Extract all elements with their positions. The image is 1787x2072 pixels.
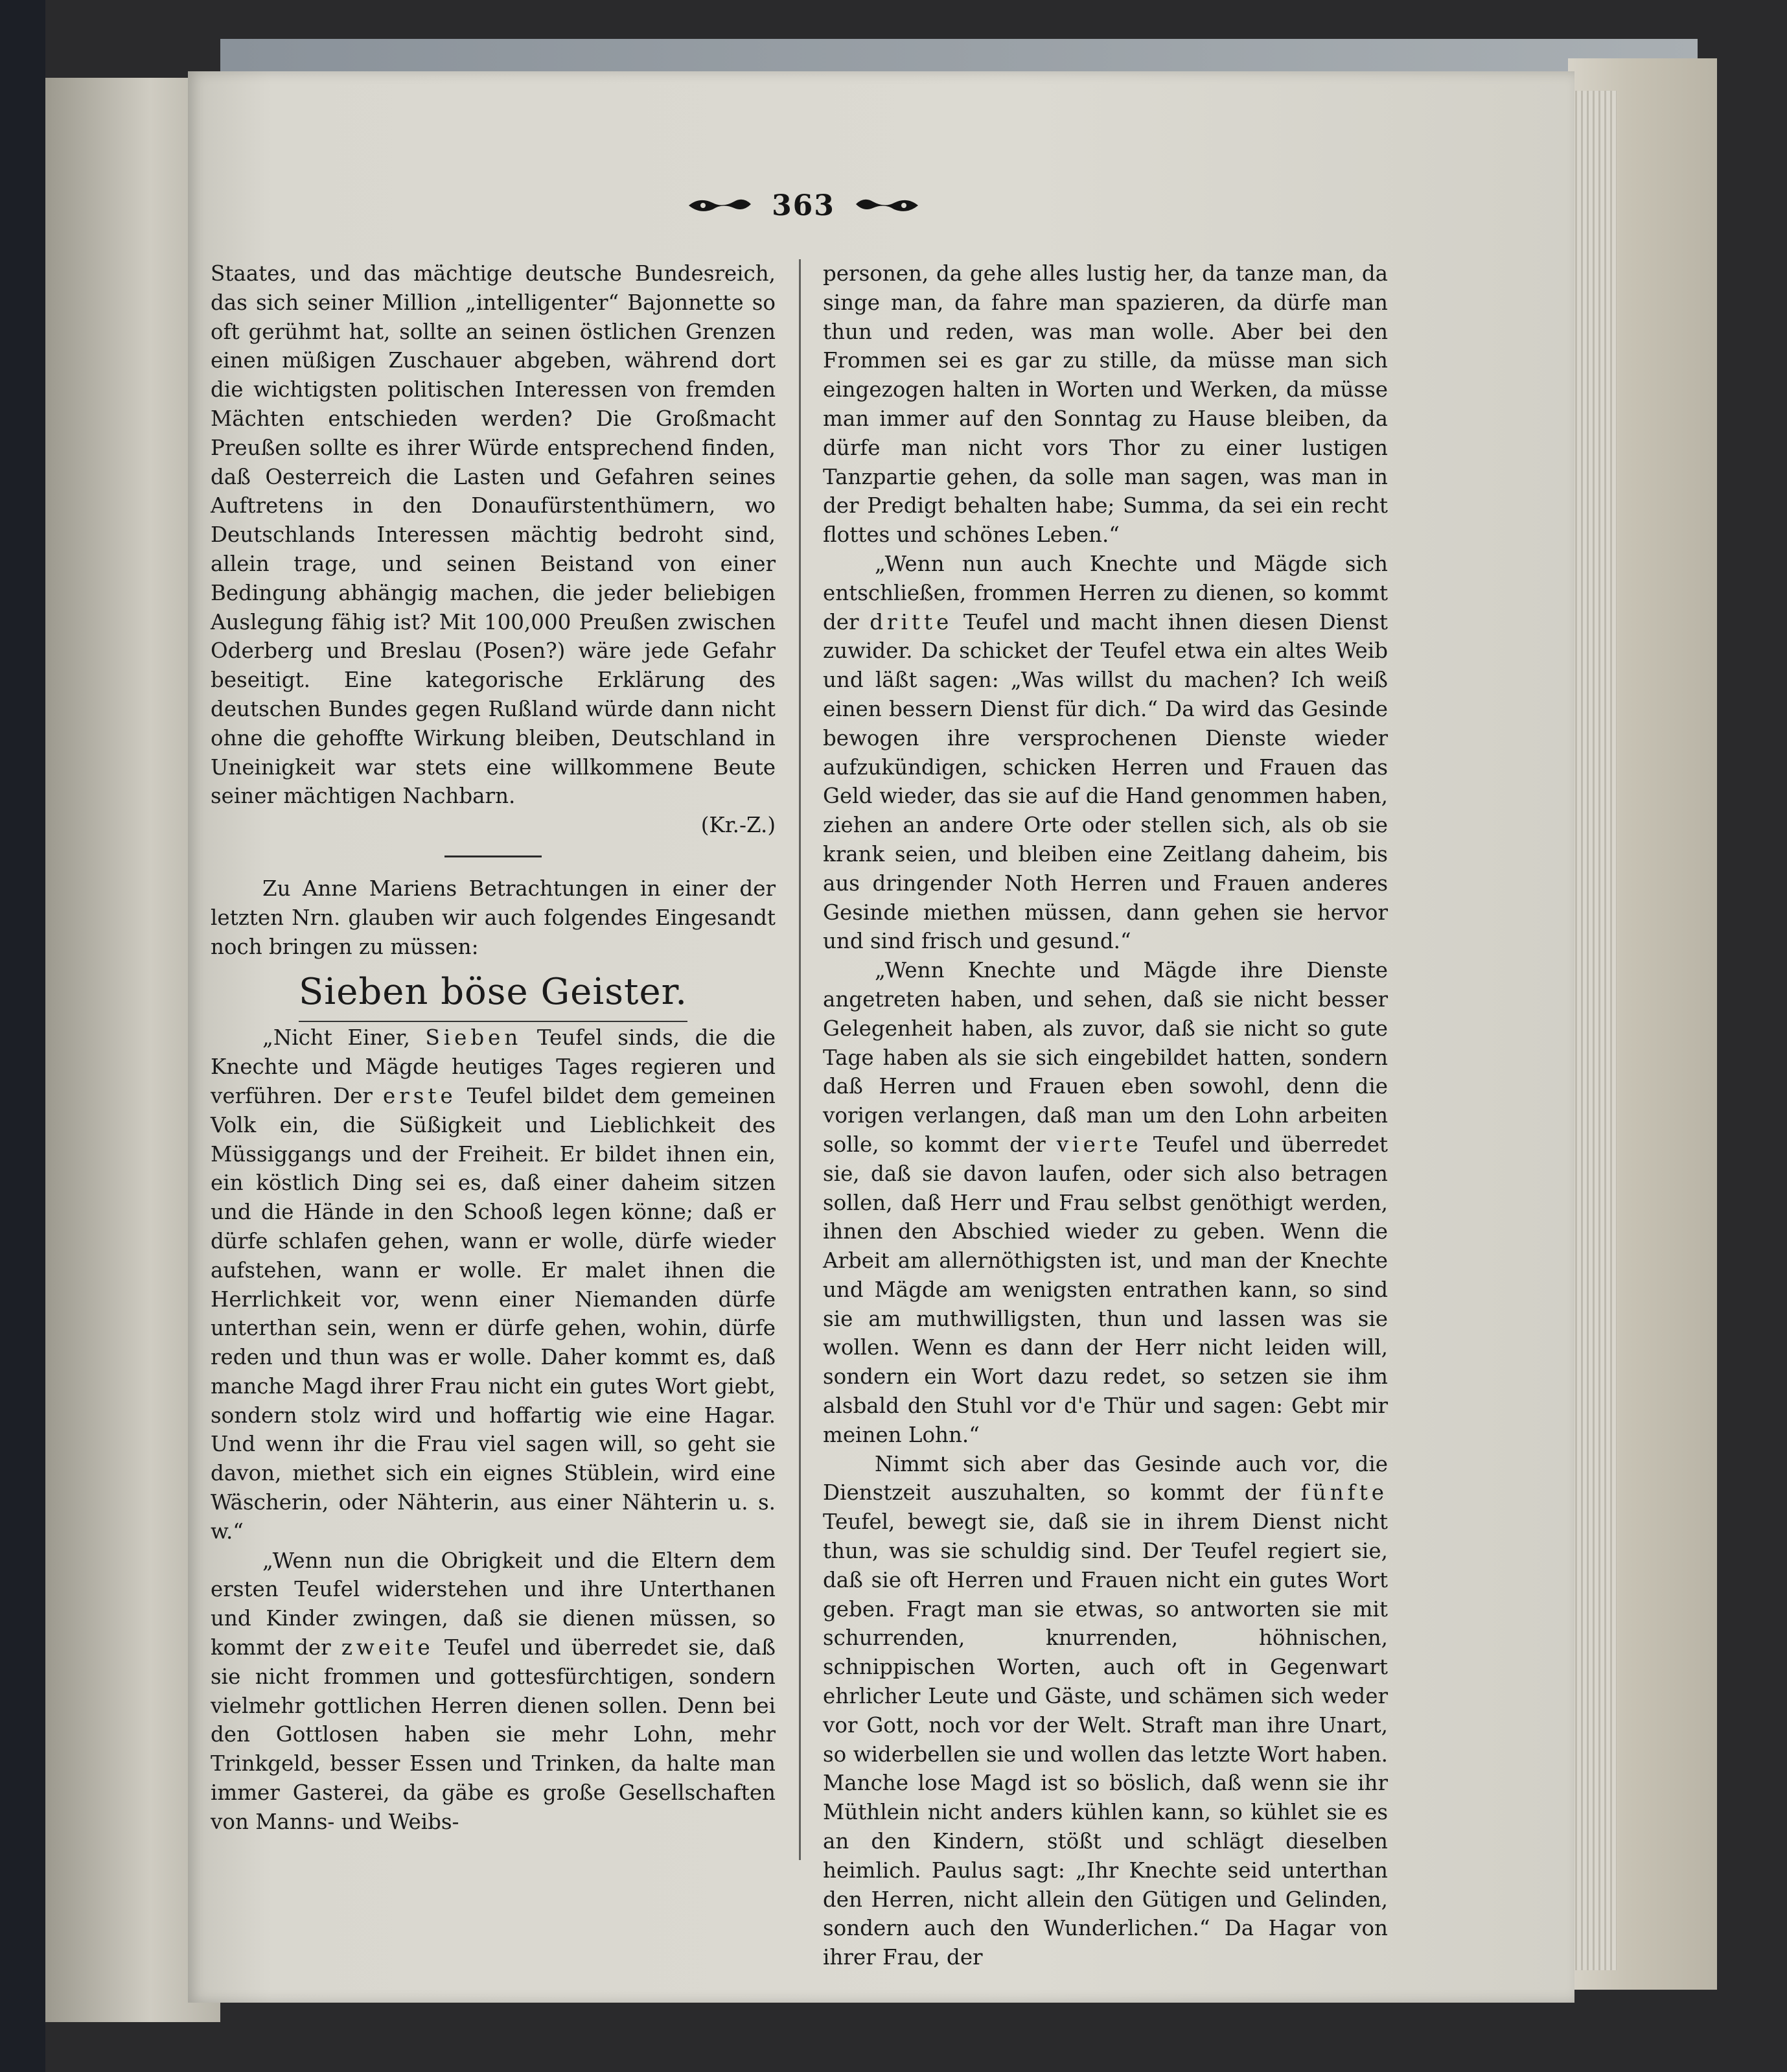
right-column xyxy=(823,259,1388,1972)
text-run: „Wenn Knechte und Mägde ihre Dienste angetreten haben, und sehen, daß sie nicht besser Gelegenheit haben, als zuvor, daß sie nicht so gute Tage haben als sie sich eingebildet hatten, sondern daß Herren und Frauen eben sowohl, denn die vorigen verlangen, daß man um den Lohn arbeiten solle, so kommt der xyxy=(823,958,1388,1157)
spaced-emphasis: erste xyxy=(382,1083,457,1108)
spaced-emphasis: vierte xyxy=(1056,1132,1142,1157)
text-run: Teufel und überredet sie, daß sie davon laufen, oder sich also betragen sollen, daß Herr und Frau selbst genöthigt werden, ihnen den Abschied wieder zu geben. Wenn die Arbeit am allernöthigsten ist, und man der Knechte und Mägde am wenigsten entrathen kann, so sind sie am muthwilligsten, thun und lassen was sie wollen. Wenn es dann der Herr nicht leiden will, sondern ein Wort dazu redet, so setzen sie ihm alsbald den Stuhl vor d'e Thür und sagen: Gebt mir meinen Lohn.“ xyxy=(823,1132,1388,1447)
paragraph xyxy=(211,1546,776,1837)
intro-paragraph: Zu Anne Mariens Betrachtungen in einer der letzten Nrn. glauben wir auch folgendes Eingesandt noch bringen zu müssen: xyxy=(211,876,776,959)
source-signature: (Kr.-Z.) xyxy=(700,813,776,838)
spaced-emphasis: dritte xyxy=(870,609,953,634)
spaced-emphasis: zweite xyxy=(341,1635,434,1660)
left-ornament-icon xyxy=(684,192,755,218)
text-run: Teufel und macht ihnen diesen Dienst zuwider. Da schicket der Teufel etwa ein altes Weib und läßt sagen: „Was willst du machen? Ich weiß einen bessern Dienst für dich.“ Da wird das Gesinde bewogen ihre versprochenen Dienste wieder aufzukündigen, schicken Herren und Frauen das Geld wieder, das sie auf die Hand genommen haben, ziehen an andere Orte oder stellen sich, als ob sie krank seien, und bleiben eine Zeitlang daheim, bis aus dringender Noth Herren und Frauen anderes Gesinde miethen müssen, dann gehen sie hervor und sind frisch und gesund.“ xyxy=(823,609,1388,954)
paragraph xyxy=(823,956,1388,1450)
paragraph xyxy=(823,550,1388,956)
right-ornament-icon xyxy=(852,192,923,218)
text-run: Teufel, bewegt sie, daß sie in ihrem Dienst nicht thun, was sie schuldig sind. Der Teufel regiert sie, daß sie oft Herren und Frauen nicht ein gutes Wort geben. Fragt man sie etwas, so antworten sie mit schurrenden, knurrenden, höhnischen, schnippischen Worten, auch oft in Gegenwart ehrlicher Leute und Gäste, und schämen sich weder vor Gott, noch vor der Welt. Straft man ihre Unart, so widerbellen sie und wollen das letzte Wort haben. Manche lose Magd ist so böslich, daß wenn sie ihr Müthlein nicht anders kühlen kann, so kühlet sie es an den Kindern, stößt und schlägt dieselben heimlich. Paulus sagt: „Ihr Knechte seid unterthan den Herren, nicht allein den Gütigen und Gelinden, sondern auch den Wunderlichen.“ Da Hagar von ihrer Frau, der xyxy=(823,1509,1388,1970)
left-column xyxy=(211,259,776,1837)
text-run: Teufel und überredet sie, daß sie nicht frommen und gottesfürchtigen, sondern vielmehr gottlichen Herren dienen sollen. Denn bei den Gottlosen haben sie mehr Lohn, mehr Trinkgeld, besser Essen und Trinken, da halte man immer Gasterei, da gäbe es große Gesellschaften von Manns- und Weibs- xyxy=(211,1635,776,1834)
text-run: Teufel sinds, die die Knechte und Mägde heutiges Tages regieren und verführen. Der xyxy=(211,1025,776,1108)
spaced-emphasis: Sieben xyxy=(425,1025,522,1051)
paragraph: personen, da gehe alles lustig her, da tanze man, da singe man, da fahre man spazieren, da dürfe man thun und reden, was man wolle. Aber bei den Frommen sei es gar zu stille, da müsse man sich eingezogen halten in Worten und Werken, da müsse man immer auf den Sonntag zu Hause bleiben, da dürfe man nicht vors Thor zu einer lustigen Tanzpartie gehen, da solle man sagen, was man in der Predigt behalten habe; Summa, da sei ein recht flottes und schönes Leben.“ xyxy=(823,261,1388,548)
article-headline xyxy=(211,965,776,1022)
book-binding xyxy=(0,0,45,2072)
page-stack-edges xyxy=(1571,91,1617,1970)
page-number: 363 xyxy=(772,189,835,222)
section-separator xyxy=(444,856,542,857)
text-run: „Nicht Einer, xyxy=(262,1025,426,1051)
spaced-emphasis: fünfte xyxy=(1300,1480,1388,1506)
text-run: „Wenn nun auch Knechte und Mägde sich entschließen, frommen Herren zu dienen, so kommt der xyxy=(823,551,1388,634)
column-divider xyxy=(799,259,801,1860)
paragraph xyxy=(211,1023,776,1546)
text-run: Teufel bildet dem gemeinen Volk ein, die Süßigkeit und Lieblichkeit des Müssiggangs und der Freiheit. Er bildet ihnen ein, ein köstlich Ding sei es, daß einer daheim sitzen und die Hände in den Schooß legen könne; daß er dürfe schlafen gehen, wann er wolle, dürfe wieder aufstehen, wann er wolle. Er malet ihnen die Herrlichkeit vor, wenn einer Niemanden dürfe unterthan sein, wenn er dürfe gehen, wohin, dürfe reden und thun was er wolle. Daher kommt es, daß manche Magd ihrer Frau nicht ein gutes Wort giebt, sondern stolz wird und hoffartig wie eine Hagar. Und wenn ihr die Frau viel sagen will, so geht sie davon, miethet sich ein eignes Stüblein, wird eine Wäscherin, oder Nähterin, aus einer Nähterin u. s. w.“ xyxy=(211,1083,776,1544)
page-header xyxy=(680,183,927,228)
headline-text: Sieben böse Geister. xyxy=(299,965,687,1022)
text-run: „Wenn nun die Obrigkeit und die Eltern dem ersten Teufel widerstehen und ihre Unterthanen und Kinder zwingen, daß sie dienen müssen, so kommt der xyxy=(211,1548,776,1660)
paragraph xyxy=(823,1450,1388,1972)
text-run: Nimmt sich aber das Gesinde auch vor, die Dienstzeit auszuhalten, so kommt der xyxy=(823,1451,1388,1506)
article-continuation: Staates, und das mächtige deutsche Bundesreich, das sich seiner Million „intelligenter“ Bajonnette so oft gerühmt hat, sollte an seinen östlichen Grenzen einen müßigen Zuschauer abgeben, während dort die wichtigsten politischen Interessen von fremden Mächten entschieden werden? Die Großmacht Preußen sollte es ihrer Würde entsprechend finden, daß Oesterreich die Lasten und Gefahren seines Auftretens in den Donaufürstenthümern, wo Deutschlands Interessen mächtig bedroht sind, allein trage, und seinen Beistand von einer Bedingung abhängig machen, die jeder beliebigen Auslegung fähig ist? Mit 100,000 Preußen zwischen Oderberg und Breslau (Posen?) wäre jede Gefahr beseitigt. Eine kategorische Erklärung des deutschen Bundes gegen Rußland würde dann nicht ohne die gehoffte Wirkung bleiben, Deutschland in Uneinigkeit war stets eine willkommene Beute seiner mächtigen Nachbarn. xyxy=(211,261,776,809)
